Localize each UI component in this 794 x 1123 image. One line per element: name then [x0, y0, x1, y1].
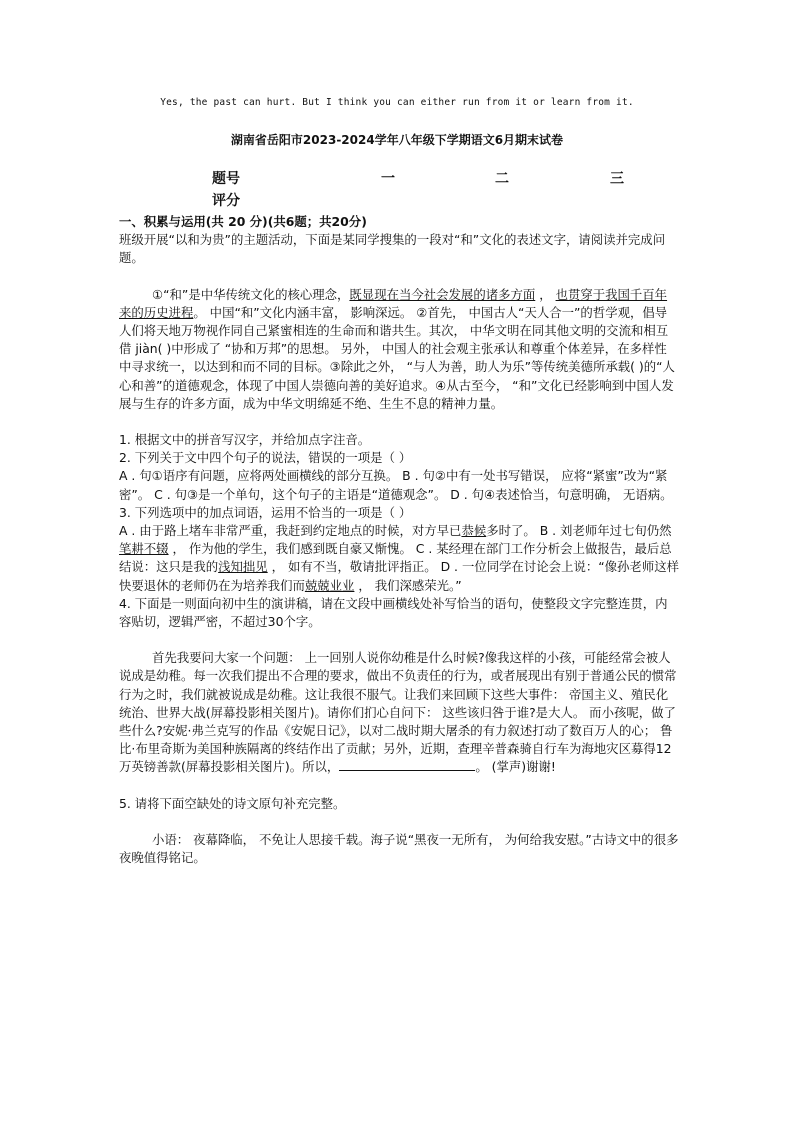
dotted-word-c: 浅知拙见	[218, 559, 268, 575]
motto-line: Yes, the past can hurt. But I think you can either run from it or learn from it.	[160, 97, 634, 108]
score-col-2: 二	[495, 171, 509, 187]
question-1: 1. 根据文中的拼音写汉字，并给加点字注音。	[119, 432, 371, 448]
question-3-options: A . 由于路上堵车非常严重，我赶到约定地点的时候，对方早已恭候多时了。 B . 刘老师年过七旬仍然笔耕不辍 ， 作为他的学生，我们感到既自豪又惭愧。 C . 某经理在部门工作分析会上做报告，最后总结说：这只是我的浅知拙见 ， 如有不当，敬请批评指正。 D . 一位同学在讨论会上说：“像孙老师这样快要退休的老师仍在为培养我们而兢兢业业 ， 我们深感荣光。”	[119, 523, 679, 593]
exam-content	[119, 213, 679, 867]
dotted-word-a: 恭候	[461, 523, 487, 539]
score-header-label: 题号	[212, 171, 240, 187]
score-col-3: 三	[610, 171, 624, 187]
question-4: 4. 下面是一则面向初中生的演讲稿，请在文段中画横线处补写恰当的语句，使整段文字完整连贯，内容贴切，逻辑严密，不超过30个字。	[119, 595, 668, 630]
question-2: 2. 下列关于文中四个句子的说法，错误的一项是（ ）	[119, 450, 412, 466]
underlined-clause-1: 既显现在当今社会发展的诸多方面	[349, 286, 536, 302]
reading-passage: ①“和”是中华传统文化的核心理念，既显现在当今社会发展的诸多方面 ， 也贯穿于我国千百年来的历史进程。 中国“和”文化内涵丰富， 影响深远。 ②首先， 中国古人“天人合一”的哲学观，倡导人们将天地万物视作同自己紧蜜相连的生命而和谐共生。其次， 中华文明在同其他文明的交流和相互借 jiàn( )中形成了 “协和万邦”的思想。 另外， 中国人的社会观主张承认和尊重个体差异，在多样性中寻求统一，以达到和而不同的目标。③除此之外， “与人为善，助人为乐”等传统美德所承载( )的“人心和善”的道德观念，体现了中国人崇德向善的美好追求。④从古至今， “和”文化已经影响到中国人发展与生存的许多方面，成为中华文明绵延不绝、生生不息的精神力量。	[119, 286, 675, 411]
exam-title: 湖南省岳阳市2023-2024学年八年级下学期语文6月期末试卷	[230, 133, 564, 147]
score-col-1: 一	[381, 171, 395, 187]
question-5: 5. 请将下面空缺处的诗文原句补充完整。	[119, 795, 346, 811]
poetry-intro: 小语： 夜幕降临， 不免让人思接千载。海子说“黑夜一无所有， 为何给我安慰。”古诗文中的很多夜晚值得铭记。	[119, 831, 679, 866]
question-3: 3. 下列选项中的加点词语，运用不恰当的一项是（ ）	[119, 504, 412, 520]
score-grade-label: 评分	[212, 193, 240, 209]
speech-passage: 首先我要问大家一个问题： 上一回别人说你幼稚是什么时候?像我这样的小孩，可能经常会被人说成是幼稚。每一次我们提出不合理的要求，做出不负责任的行为，或者展现出有别于普通公民的惯常行为之时，我们就被说成是幼稚。这让我很不服气。让我们来回顾下这些大事件： 帝国主义、殖民化统治、世界大战(屏幕投影相关图片)。请你们扪心自问下： 这些该归咎于谁?是大人。 而小孩呢，做了些什么?安妮·弗兰克写的作品《安妮日记》，以对二战时期大屠杀的有力叙述打动了数百万人的心； 鲁比·布里奇斯为美国种族隔离的终结作出了贡献；另外，近期，查理辛普森骑自行车为海地灾区募得12万英镑善款(屏幕投影相关图片)。所以， 。 (掌声)谢谢!	[119, 650, 677, 775]
dotted-word-d: 兢兢业业	[304, 577, 355, 593]
underlined-clause-2: 也贯穿于我国千百年来的历史进程	[119, 286, 668, 320]
section-heading: 一、积累与运用(共 20 分)(共6题；共20分)	[119, 214, 367, 229]
dotted-word-b: 笔耕不辍	[119, 541, 169, 557]
answer-blank[interactable]	[339, 758, 475, 771]
section-intro: 班级开展“以和为贵”的主题活动，下面是某同学搜集的一段对“和”文化的表述文字，请阅读并完成问题。	[119, 232, 666, 266]
question-2-options: A . 句①语序有问题，应将两处画横线的部分互换。 B . 句②中有一处书写错误， 应将“紧蜜”改为“紧密”。 C . 句③是一个单句，这个句子的主语是“道德观念”。 D . 句④表述恰当，句意明确， 无语病。	[119, 468, 673, 502]
